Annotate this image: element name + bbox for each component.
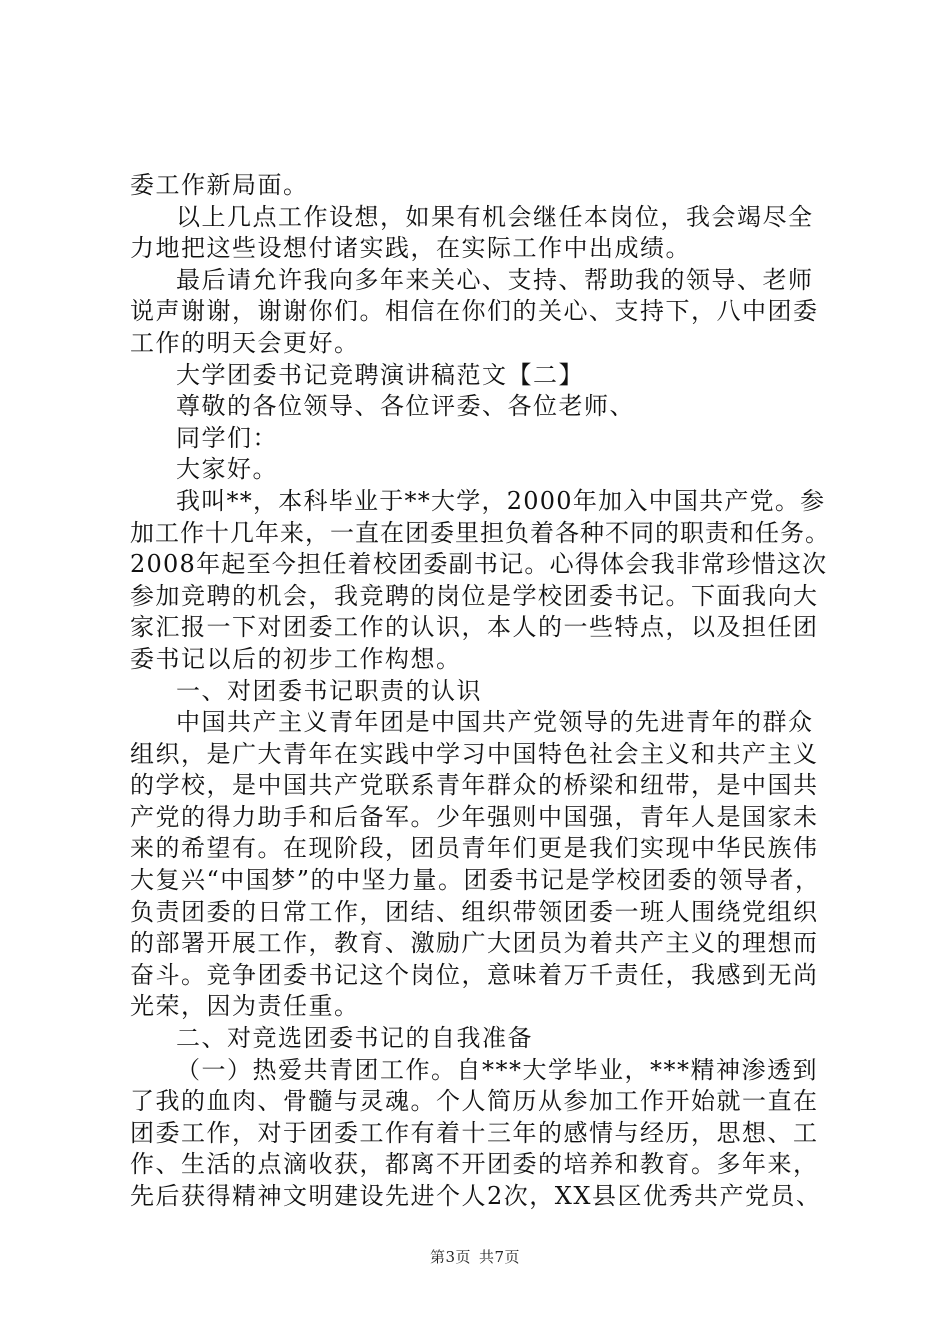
text-line: 作、生活的点滴收获，都离不开团委的培养和教育。多年来， (130, 1150, 819, 1179)
text-line: 负责团委的日常工作，团结、组织带领团委一班人围绕党组织 (130, 897, 819, 926)
text-line: 的部署开展工作，教育、激励广大团员为着共产主义的理想而 (130, 929, 819, 958)
text-line: 光荣，因为责任重。 (130, 992, 360, 1021)
text-line: 力地把这些设想付诸实践，在实际工作中出成绩。 (130, 234, 691, 263)
text-line: 来的希望有。在现阶段，团员青年们更是我们实现中华民族伟 (130, 834, 819, 863)
text-line: 同学们： (176, 423, 278, 452)
text-line: 一、对团委书记职责的认识 (176, 676, 482, 705)
text-line: 参加竞聘的机会，我竞聘的岗位是学校团委书记。下面我向大 (130, 581, 819, 610)
text-line: 大家好。 (176, 455, 278, 484)
text-line: 产党的得力助手和后备军。少年强则中国强，青年人是国家未 (130, 802, 819, 831)
text-line: 组织，是广大青年在实践中学习中国特色社会主义和共产主义 (130, 739, 819, 768)
text-line: 尊敬的各位领导、各位评委、各位老师、 (176, 392, 635, 421)
text-line: 中国共产主义青年团是中国共产党领导的先进青年的群众 (176, 708, 814, 737)
text-line: 了我的血肉、骨髓与灵魂。个人简历从参加工作开始就一直在 (130, 1087, 819, 1116)
page-number: 第3页 (429, 1248, 471, 1266)
text-line: 家汇报一下对团委工作的认识，本人的一些特点，以及担任团 (130, 613, 819, 642)
page-footer (0, 1246, 950, 1267)
text-line: 委书记以后的初步工作构想。 (130, 644, 462, 673)
text-line: 以上几点工作设想，如果有机会继任本岗位，我会竭尽全 (176, 202, 814, 231)
text-line: 二、对竞选团委书记的自我准备 (176, 1024, 533, 1053)
text-line: 团委工作，对于团委工作有着十三年的感情与经历，思想、工 (130, 1118, 819, 1147)
text-line: 2008年起至今担任着校团委副书记。心得体会我非常珍惜这次 (130, 550, 828, 579)
text-line: 说声谢谢，谢谢你们。相信在你们的关心、支持下，八中团委 (130, 297, 819, 326)
text-line: 的学校，是中国共产党联系青年群众的桥梁和纽带，是中国共 (130, 771, 819, 800)
page-total: 共7页 (479, 1248, 521, 1266)
text-line: 委工作新局面。 (130, 171, 309, 199)
text-line: 大复兴“中国梦”的中坚力量。团委书记是学校团委的领导者， (130, 866, 821, 895)
text-line: 工作的明天会更好。 (130, 328, 360, 357)
text-line: 先后获得精神文明建设先进个人2次，XX县区优秀共产党员、 (130, 1182, 822, 1210)
text-line: 奋斗。竞争团委书记这个岗位，意味着万千责任，我感到无尚 (130, 960, 819, 989)
document-body (130, 170, 830, 1213)
text-line: 我叫**，本科毕业于**大学，2000年加入中国共产党。参 (176, 486, 826, 515)
text-line: （一）热爱共青团工作。自***大学毕业，***精神渗透到 (176, 1055, 818, 1084)
text-line: 加工作十几年来，一直在团委里担负着各种不同的职责和任务。 (130, 518, 830, 547)
text-line: 最后请允许我向多年来关心、支持、帮助我的领导、老师 (176, 265, 814, 294)
text-line: 大学团委书记竞聘演讲稿范文【二】 (176, 360, 584, 389)
